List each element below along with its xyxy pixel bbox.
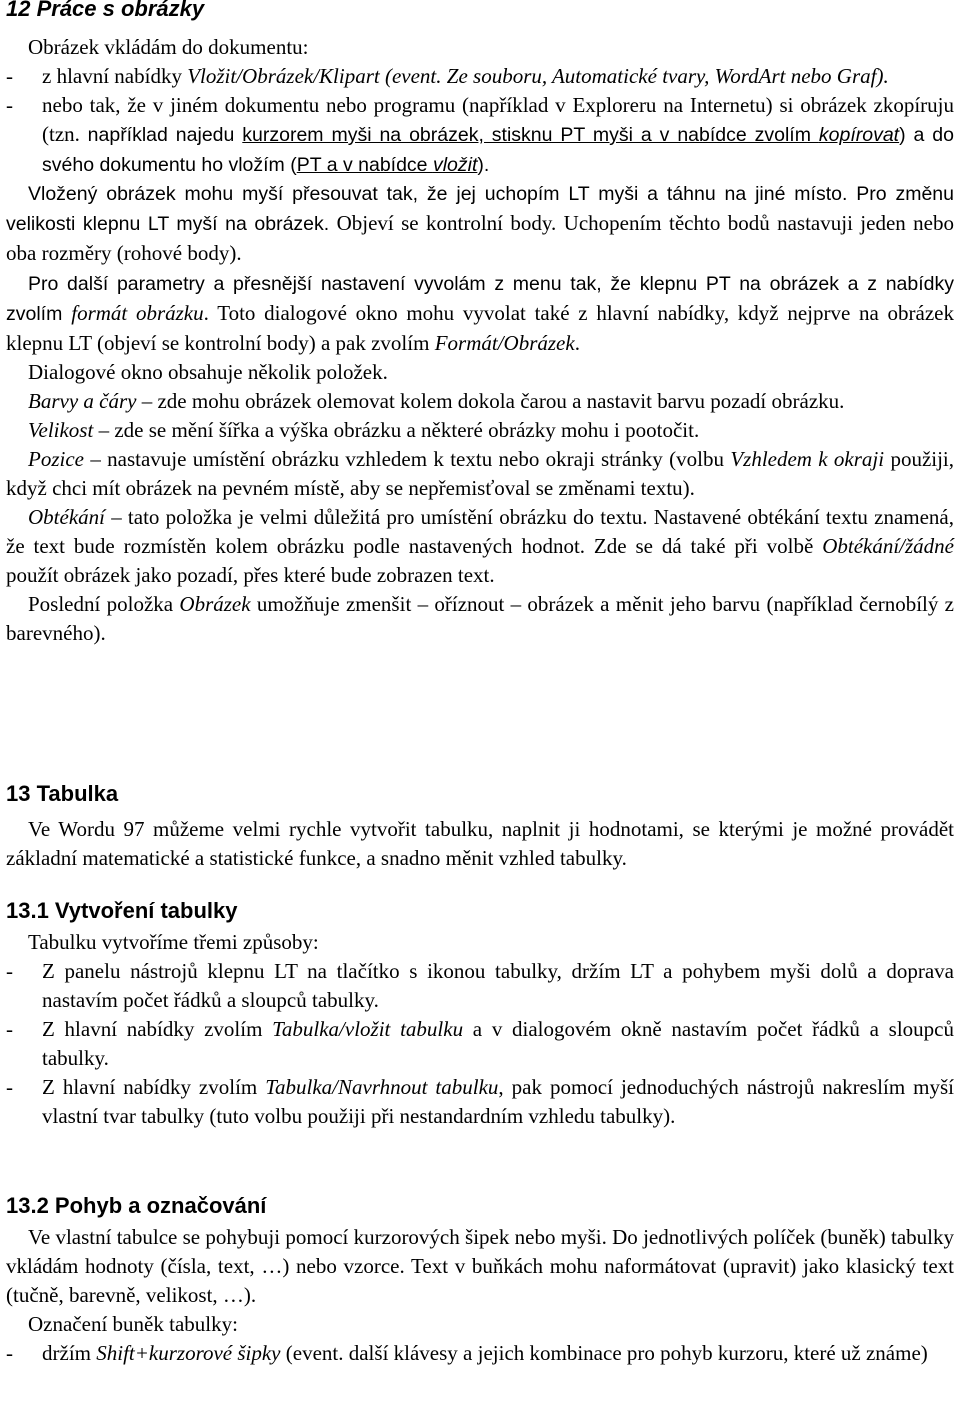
list-item: - Z panelu nástrojů klepnu LT na tlačítko s ikonou tabulky, držím LT a pohybem myši dolů a doprava nastavím počet řádků a sloupců tabulky. [6, 959, 954, 1012]
section-13-2 [6, 1193, 954, 1368]
heading-13-2: 13.2 Pohyb a označování [6, 1193, 267, 1218]
paragraph-13-2: Ve vlastní tabulce se pohybuji pomocí kurzorových šipek nebo myši. Do jednotlivých políček (buněk) tabulky vkládám hodnoty (čísla, text, …) nebo vzorce. Text v buňkách mohu naformátovat (upravit) jako klasický text (tučně, barevně, velikost, …). [6, 1225, 954, 1307]
paragraph-barvy: Barvy a čáry – zde mohu obrázek olemovat kolem dokola čarou a nastavit barvu pozadí obrázku. [28, 389, 845, 413]
heading-13-1: 13.1 Vytvoření tabulky [6, 898, 238, 923]
paragraph-13: Ve Wordu 97 můžeme velmi rychle vytvořit tabulku, naplnit ji hodnotami, se kterými je možné provádět základní matematické a statistické funkce, a snadno měnit vzhled tabulky. [6, 817, 954, 870]
list-item: - Z hlavní nabídky zvolím Tabulka/vložit tabulku a v dialogovém okně nastavím počet řádků a sloupců tabulky. [6, 1017, 954, 1070]
paragraph-items: Dialogové okno obsahuje několik položek. [28, 360, 388, 384]
list-item: - z hlavní nabídky Vložit/Obrázek/Klipart (event. Ze souboru, Automatické tvary, WordArt nebo Graf). [6, 64, 889, 88]
paragraph-move: Vložený obrázek mohu myší přesouvat tak, že jej uchopím LT myši a táhnu na jiné místo. Pro změnu velikosti klepnu LT myší na obrázek. Objeví se kontrolní body. Uchopením těchto bodů nastavuji jeden nebo oba rozměry (rohové body). [6, 183, 955, 265]
list-item: - nebo tak, že v jiném dokumentu nebo programu (například v Exploreru na Internetu) si obrázek zkopíruju (tzn. například najedu kurzorem myši na obrázek, stisknu PT myši a v nabídce zvolím kopírovat) a do svého dokumentu ho vložím (PT a v nabídce vložit). [6, 93, 954, 176]
section-12-body [6, 33, 954, 648]
heading-12: 12 Práce s obrázky [6, 0, 205, 21]
intro-13-1: Tabulku vytvoříme třemi způsoby: [28, 930, 319, 954]
section-13-1 [6, 898, 954, 1131]
list-item: - Z hlavní nabídky zvolím Tabulka/Navrhnout tabulku, pak pomocí jednoduchých nástrojů nakreslím myší vlastní tvar tabulky (tuto volbu použiji při nestandardním vzhledu tabulky). [6, 1075, 955, 1128]
paragraph-obtekani: Obtékání – tato položka je velmi důležitá pro umístění obrázku do textu. Nastavené obtékání textu znamená, že text bude rozmístěn kolem obrázku podle nastavených hodnot. Zde se dá také při volbě Obtékání/žádné použít obrázek jako pozadí, přes které bude zobrazen text. [6, 505, 954, 587]
paragraph-last: Poslední položka Obrázek umožňuje zmenšit – oříznout – obrázek a měnit jeho barvu (například černobílý z barevného). [6, 592, 954, 645]
list-item: - držím Shift+kurzorové šipky (event. další klávesy a jejich kombinace pro pohyb kurzoru, které už známe) [6, 1341, 928, 1365]
paragraph-more: Pro další parametry a přesnější nastavení vyvolám z menu tak, že klepnu PT na obrázek a z nabídky zvolím formát obrázku. Toto dialogové okno mohu vyvolat také z hlavní nabídky, když nejprve na obrázek klepnu LT (objeví se kontrolní body) a pak zvolím Formát/Obrázek. [6, 273, 954, 355]
intro-paragraph: Obrázek vkládám do dokumentu: [28, 35, 309, 59]
paragraph-velikost: Velikost – zde se mění šířka a výška obrázku a některé obrázky mohu i pootočit. [28, 418, 700, 442]
intro-13-2: Označení buněk tabulky: [28, 1312, 238, 1336]
paragraph-pozice: Pozice – nastavuje umístění obrázku vzhledem k textu nebo okraji stránky (volbu Vzhledem k okraji použiji, když chci mít obrázek na pevném místě, aby se nepřemisťoval se změnami textu). [6, 447, 955, 500]
heading-13: 13 Tabulka [6, 781, 119, 806]
section-13 [6, 781, 954, 873]
